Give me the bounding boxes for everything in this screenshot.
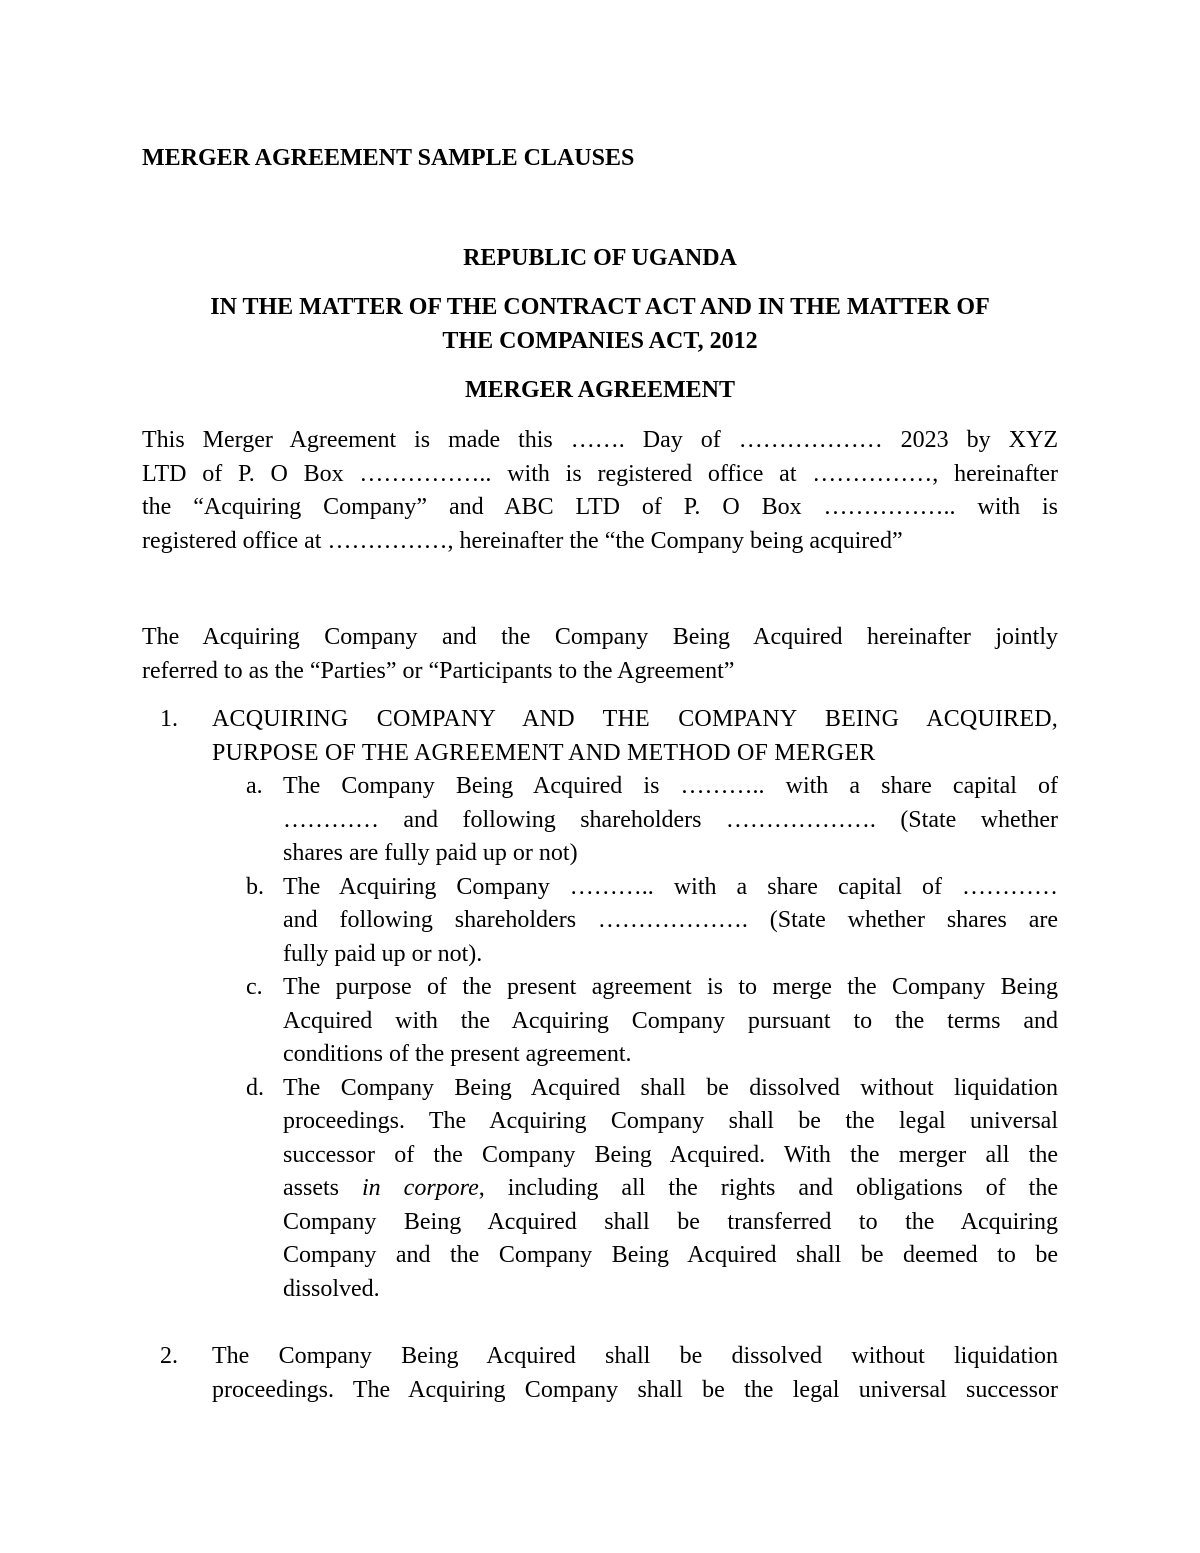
republic-heading: REPUBLIC OF UGANDA [463, 245, 737, 271]
subclause-letter: a. [246, 773, 263, 799]
clause-number: 2. [160, 1343, 178, 1369]
subclause-a-line-2: ………… and following shareholders ………………. (State whether [283, 806, 1058, 833]
matter-heading-line-2: THE COMPANIES ACT, 2012 [442, 327, 758, 354]
subclause-d-line-4 [283, 1172, 1058, 1206]
subclause-c-line-2: Acquired with the Acquiring Company pursuant to the terms and [283, 1007, 1058, 1034]
intro-paragraph [142, 424, 1058, 558]
clause-number: 1. [160, 706, 178, 732]
subclause-b-line-1: The Acquiring Company ……….. with a share capital of ………… [283, 873, 1058, 900]
subclause-c-line-1: The purpose of the present agreement is to merge the Company Being [283, 974, 1058, 1000]
intro-line-1: This Merger Agreement is made this ……. Day of ……………… 2023 by XYZ [142, 427, 1058, 453]
agreement-title: MERGER AGREEMENT [464, 377, 736, 403]
in-corpore-italic: in corpore [362, 1175, 479, 1201]
subclause-a [142, 770, 1058, 871]
matter-heading [142, 291, 1058, 358]
document-title: MERGER AGREEMENT SAMPLE CLAUSES [142, 145, 635, 171]
clause-2-line-1: The Company Being Acquired shall be dissolved without liquidation [212, 1343, 1058, 1369]
subclause-a-line-1: The Company Being Acquired is ……….. with a share capital of [283, 773, 1058, 799]
subclause-c-line-3: conditions of the present agreement. [283, 1041, 632, 1067]
subclause-a-line-3: shares are fully paid up or not) [283, 840, 578, 866]
clause-list [142, 703, 1058, 1407]
subclause-d-line-2: proceedings. The Acquiring Company shall be the legal universal [283, 1108, 1058, 1134]
parties-line-1: The Acquiring Company and the Company Being Acquired hereinafter jointly [142, 624, 1058, 650]
clause-1-line-1: ACQUIRING COMPANY AND THE COMPANY BEING ACQUIRED, [212, 706, 1058, 732]
subclause-d-line-5: Company Being Acquired shall be transferred to the Acquiring [283, 1208, 1058, 1235]
subclause-d-line-3: successor of the Company Being Acquired. With the merger all the [283, 1141, 1058, 1168]
parties-paragraph [142, 621, 1058, 688]
intro-line-4: registered office at ……………, hereinafter the “the Company being acquired” [142, 527, 903, 554]
subclause-c [142, 971, 1058, 1072]
subclause-d-line-6: Company and the Company Being Acquired shall be deemed to be [283, 1242, 1058, 1268]
clause-2 [142, 1340, 1058, 1407]
subclause-b-line-2: and following shareholders ………………. (State whether shares are [283, 907, 1058, 933]
clause-1 [142, 703, 1058, 770]
subclause-letter: b. [246, 873, 264, 900]
matter-heading-line-1: IN THE MATTER OF THE CONTRACT ACT AND IN THE MATTER OF [210, 294, 990, 320]
subclause-d [142, 1072, 1058, 1307]
clause-1-line-2: PURPOSE OF THE AGREEMENT AND METHOD OF MERGER [212, 739, 876, 766]
intro-line-3: the “Acquiring Company” and ABC LTD of P. O Box …………….. with is [142, 494, 1058, 520]
line-4-post: , including all the rights and obligations of the [478, 1175, 1059, 1201]
subclause-b-line-3: fully paid up or not). [283, 940, 483, 967]
subclause-letter: d. [246, 1074, 264, 1101]
parties-line-2: referred to as the “Parties” or “Participants to the Agreement” [142, 657, 735, 684]
subclause-letter: c. [246, 974, 263, 1000]
clause-2-line-2: proceedings. The Acquiring Company shall be the legal universal successor [212, 1376, 1058, 1403]
intro-line-2: LTD of P. O Box …………….. with is registered office at ……………, hereinafter [142, 460, 1058, 487]
subclause-b [142, 871, 1058, 972]
line-4-pre: assets [283, 1175, 339, 1201]
subclause-d-line-1: The Company Being Acquired shall be dissolved without liquidation [283, 1074, 1058, 1101]
subclause-d-line-7: dissolved. [283, 1275, 380, 1302]
